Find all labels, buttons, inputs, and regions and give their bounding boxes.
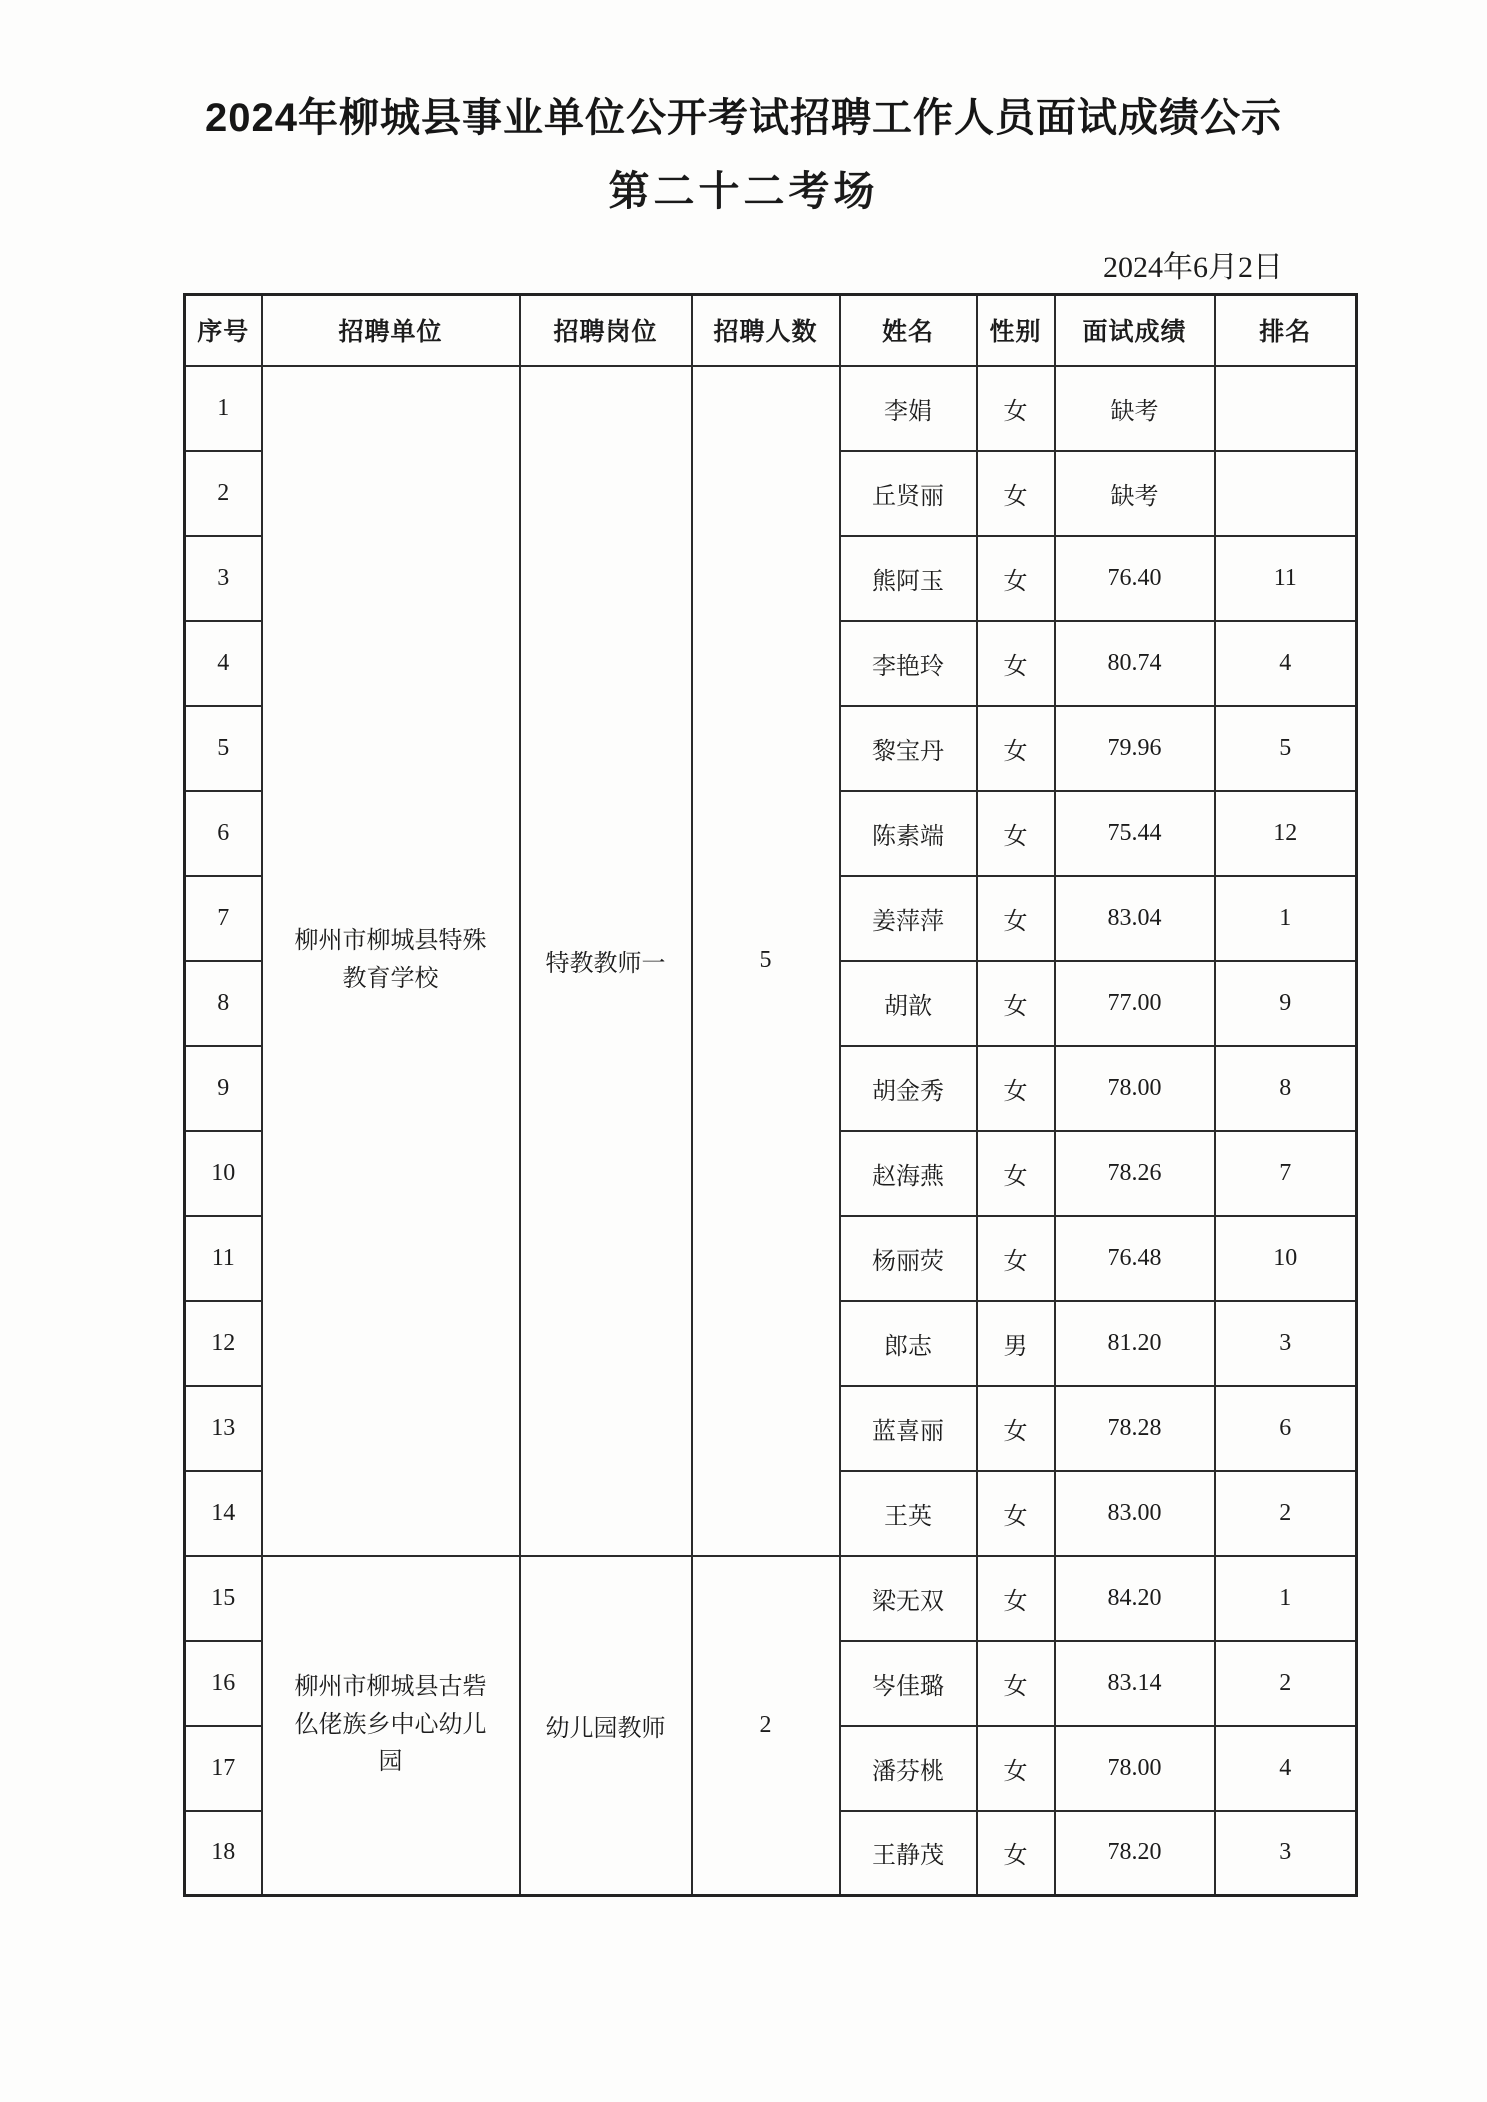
- headcount-cell-group-2: 2: [692, 1556, 840, 1896]
- interview-score: 83.04: [1055, 876, 1215, 961]
- interview-score: 78.00: [1055, 1046, 1215, 1131]
- interview-score: 缺考: [1055, 366, 1215, 451]
- candidate-name: 李艳玲: [840, 621, 977, 706]
- position-cell-group-2: 幼儿园教师: [520, 1556, 692, 1896]
- candidate-name: 潘芬桃: [840, 1726, 977, 1811]
- candidate-gender: 女: [977, 1216, 1055, 1301]
- row-number: 10: [185, 1131, 262, 1216]
- interview-score: 84.20: [1055, 1556, 1215, 1641]
- candidate-rank: 12: [1215, 791, 1357, 876]
- candidate-gender: 女: [977, 366, 1055, 451]
- candidate-rank: 8: [1215, 1046, 1357, 1131]
- row-number: 2: [185, 451, 262, 536]
- candidate-name: 赵海燕: [840, 1131, 977, 1216]
- header-rank: 排名: [1215, 295, 1357, 366]
- interview-score: 78.28: [1055, 1386, 1215, 1471]
- candidate-rank: 1: [1215, 876, 1357, 961]
- row-number: 11: [185, 1216, 262, 1301]
- interview-score: 75.44: [1055, 791, 1215, 876]
- unit-name: 柳州市柳城县特殊教育学校: [294, 928, 487, 992]
- header-gender: 性别: [977, 295, 1055, 366]
- interview-score: 81.20: [1055, 1301, 1215, 1386]
- candidate-rank: 2: [1215, 1641, 1357, 1726]
- candidate-gender: 女: [977, 1726, 1055, 1811]
- candidate-gender: 女: [977, 791, 1055, 876]
- candidate-rank: 7: [1215, 1131, 1357, 1216]
- header-interview-score: 面试成绩: [1055, 295, 1215, 366]
- interview-score: 76.48: [1055, 1216, 1215, 1301]
- interview-score: 78.20: [1055, 1811, 1215, 1896]
- candidate-rank: 11: [1215, 536, 1357, 621]
- unit-cell-group-1: [262, 366, 520, 1556]
- candidate-name: 王静茂: [840, 1811, 977, 1896]
- table-row: [185, 1556, 1357, 1641]
- candidate-name: 梁无双: [840, 1556, 977, 1641]
- candidate-rank: 1: [1215, 1556, 1357, 1641]
- candidate-rank: 5: [1215, 706, 1357, 791]
- candidate-name: 熊阿玉: [840, 536, 977, 621]
- candidate-gender: 女: [977, 536, 1055, 621]
- row-number: 8: [185, 961, 262, 1046]
- interview-score: 77.00: [1055, 961, 1215, 1046]
- candidate-gender: 女: [977, 961, 1055, 1046]
- header-serial-number: 序号: [185, 295, 262, 366]
- candidate-rank: 6: [1215, 1386, 1357, 1471]
- table-row: [185, 366, 1357, 451]
- candidate-name: 郎志: [840, 1301, 977, 1386]
- candidate-name: 陈素端: [840, 791, 977, 876]
- candidate-gender: 女: [977, 1556, 1055, 1641]
- unit-name: 柳州市柳城县古砦仫佬族乡中心幼儿园: [294, 1674, 487, 1775]
- candidate-name: 王英: [840, 1471, 977, 1556]
- candidate-name: 姜萍萍: [840, 876, 977, 961]
- candidate-name: 黎宝丹: [840, 706, 977, 791]
- candidate-gender: 女: [977, 1471, 1055, 1556]
- candidate-name: 胡歆: [840, 961, 977, 1046]
- candidate-gender: 女: [977, 1046, 1055, 1131]
- candidate-rank: 4: [1215, 1726, 1357, 1811]
- candidate-name: 李娟: [840, 366, 977, 451]
- interview-score: 78.26: [1055, 1131, 1215, 1216]
- candidate-name: 蓝喜丽: [840, 1386, 977, 1471]
- row-number: 1: [185, 366, 262, 451]
- header-position: 招聘岗位: [520, 295, 692, 366]
- row-number: 5: [185, 706, 262, 791]
- candidate-rank: 3: [1215, 1301, 1357, 1386]
- header-name: 姓名: [840, 295, 977, 366]
- candidate-name: 杨丽荧: [840, 1216, 977, 1301]
- row-number: 6: [185, 791, 262, 876]
- candidate-gender: 女: [977, 451, 1055, 536]
- row-number: 15: [185, 1556, 262, 1641]
- interview-score: 79.96: [1055, 706, 1215, 791]
- table-header-row: [185, 295, 1357, 366]
- row-number: 9: [185, 1046, 262, 1131]
- headcount-cell-group-1: 5: [692, 366, 840, 1556]
- position-cell-group-1: 特教教师一: [520, 366, 692, 1556]
- candidate-rank: 3: [1215, 1811, 1357, 1896]
- interview-score: 83.14: [1055, 1641, 1215, 1726]
- candidate-gender: 女: [977, 706, 1055, 791]
- candidate-rank: 9: [1215, 961, 1357, 1046]
- header-headcount: 招聘人数: [692, 295, 840, 366]
- candidate-gender: 女: [977, 1641, 1055, 1726]
- row-number: 14: [185, 1471, 262, 1556]
- interview-score: 78.00: [1055, 1726, 1215, 1811]
- candidate-gender: 女: [977, 1386, 1055, 1471]
- candidate-name: 岑佳璐: [840, 1641, 977, 1726]
- candidate-gender: 女: [977, 1811, 1055, 1896]
- candidate-rank: 4: [1215, 621, 1357, 706]
- interview-score: 80.74: [1055, 621, 1215, 706]
- candidate-gender: 女: [977, 1131, 1055, 1216]
- header-recruiting-unit: 招聘单位: [262, 295, 520, 366]
- candidate-rank: [1215, 451, 1357, 536]
- candidate-gender: 女: [977, 621, 1055, 706]
- page-title: 2024年柳城县事业单位公开考试招聘工作人员面试成绩公示: [205, 96, 1282, 140]
- candidate-name: 丘贤丽: [840, 451, 977, 536]
- candidate-gender: 男: [977, 1301, 1055, 1386]
- candidate-rank: 2: [1215, 1471, 1357, 1556]
- score-table: [183, 293, 1358, 1897]
- row-number: 18: [185, 1811, 262, 1896]
- row-number: 4: [185, 621, 262, 706]
- row-number: 17: [185, 1726, 262, 1811]
- unit-cell-group-2: [262, 1556, 520, 1896]
- row-number: 3: [185, 536, 262, 621]
- page-subtitle: 第二十二考场: [608, 168, 879, 214]
- candidate-rank: 10: [1215, 1216, 1357, 1301]
- candidate-rank: [1215, 366, 1357, 451]
- row-number: 7: [185, 876, 262, 961]
- interview-score: 83.00: [1055, 1471, 1215, 1556]
- row-number: 16: [185, 1641, 262, 1726]
- candidate-gender: 女: [977, 876, 1055, 961]
- row-number: 12: [185, 1301, 262, 1386]
- interview-score: 缺考: [1055, 451, 1215, 536]
- document-date: 2024年6月2日: [1103, 251, 1283, 284]
- row-number: 13: [185, 1386, 262, 1471]
- candidate-name: 胡金秀: [840, 1046, 977, 1131]
- interview-score: 76.40: [1055, 536, 1215, 621]
